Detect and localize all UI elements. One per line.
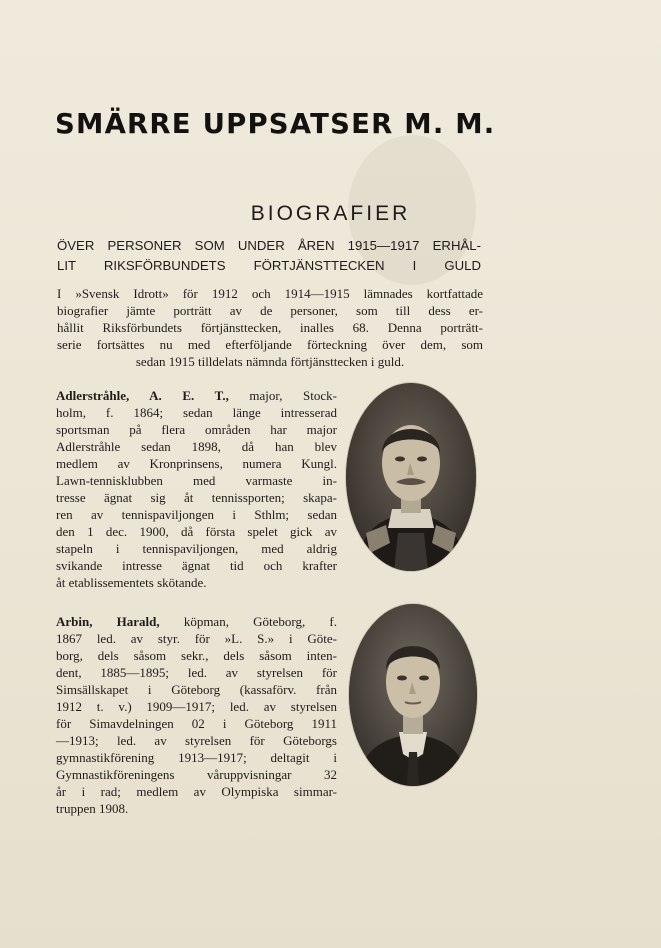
page-title: SMÄRRE UPPSATSER M. M. xyxy=(55,108,496,140)
biography-line: gymnastikförening 1913—1917; deltagit i xyxy=(56,750,337,765)
biography-line: den 1 dec. 1900, då första spelet gick av xyxy=(56,524,337,539)
intro-paragraph-line: sedan 1915 tilldelats nämnda förtjänsttecken i guld. xyxy=(135,354,405,369)
biography-line: stapeln i tennispaviljongen, med aldrig xyxy=(56,541,337,556)
section-subtitle: BIOGRAFIER xyxy=(250,202,411,225)
biography-name: Arbin, Harald, xyxy=(56,614,160,629)
biography-line: ren av tennispaviljongen i Sthlm; sedan xyxy=(56,507,337,522)
officer-portrait-image xyxy=(346,383,476,571)
biography-line: sportsman på flera områden har major xyxy=(56,422,337,437)
biography-text: major, Stock- xyxy=(228,388,337,403)
section-heading-line: LIT RIKSFÖRBUNDETS FÖRTJÄNSTTECKEN I GULD xyxy=(57,258,481,273)
biography-text: köpman, Göteborg, f. xyxy=(159,614,337,629)
biography-line: 1867 led. av styr. för »L. S.» i Göte- xyxy=(56,631,337,646)
biography-line: 1912 t. v.) 1909—1917; led. av styrelsen xyxy=(56,699,337,714)
biography-line: tresse ägnat sig åt tennissporten; skapa- xyxy=(56,490,337,505)
biography-line: för Simavdelningen 02 i Göteborg 1911 xyxy=(56,716,337,731)
biography-line: Lawn-tennisklubben med varmaste in- xyxy=(56,473,337,488)
portrait-photo-arbin xyxy=(349,604,477,786)
section-heading-line: ÖVER PERSONER SOM UNDER ÅREN 1915—1917 ERHÅL- xyxy=(57,238,481,253)
biography-line: åt etablissementets skötande. xyxy=(56,575,207,590)
biography-name: Adlerstråhle, A. E. T., xyxy=(56,388,229,403)
biography-line: truppen 1908. xyxy=(56,801,129,816)
civilian-portrait-image xyxy=(349,604,477,786)
biography-line: Simsällskapet i Göteborg (kassaförv. från xyxy=(56,682,337,697)
intro-paragraph-line: serie fortsättes nu med efterföljande förteckning över dem, som xyxy=(57,337,483,352)
biography-line: svikande intresse ägnat tid och krafter xyxy=(56,558,337,573)
biography-line: Adlerstråhle sedan 1898, då han blev xyxy=(56,439,337,454)
intro-paragraph-line: hållit Riksförbundets förtjänsttecken, inalles 68. Denna porträtt- xyxy=(57,320,483,335)
biography-line: dent, 1885—1895; led. av styrelsen för xyxy=(56,665,337,680)
biography-line: borg, dels såsom sekr., dels såsom inten- xyxy=(56,648,337,663)
intro-paragraph-line: biografier jämte porträtt av de personer, som till dess er- xyxy=(57,303,483,318)
biography-line: medlem av Kronprinsens, numera Kungl. xyxy=(56,456,337,471)
intro-paragraph-line: I »Svensk Idrott» för 1912 och 1914—1915 lämnades kortfattade xyxy=(57,286,483,301)
biography-first-line xyxy=(56,388,337,404)
biography-line: år i rad; medlem av Olympiska simmar- xyxy=(56,784,337,799)
biography-line: Gymnastikföreningens våruppvisningar 32 xyxy=(56,767,337,782)
biography-line: holm, f. 1864; sedan länge intresserad xyxy=(56,405,337,420)
portrait-photo-adlerstrahle xyxy=(346,383,476,571)
biography-first-line xyxy=(56,614,337,630)
biography-line: —1913; led. av styrelsen för Göteborgs xyxy=(56,733,337,748)
